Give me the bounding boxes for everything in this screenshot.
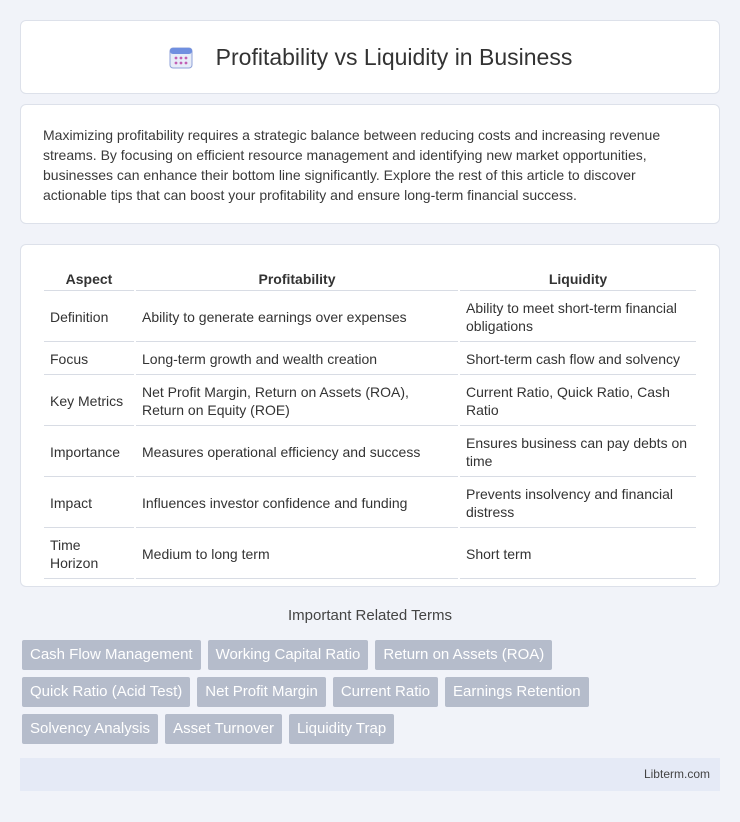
comparison-card — [20, 244, 720, 587]
tag-liquidity-trap[interactable]: Liquidity Trap — [289, 714, 394, 744]
tag-current-ratio[interactable]: Current Ratio — [333, 677, 438, 707]
cell-liquidity: Ability to meet short-term financial obligations — [460, 293, 696, 342]
cell-liquidity: Prevents insolvency and financial distress — [460, 479, 696, 528]
calendar-icon — [168, 44, 194, 70]
tag-working-capital-ratio[interactable]: Working Capital Ratio — [208, 640, 369, 670]
cell-profitability: Measures operational efficiency and success — [136, 428, 458, 477]
cell-profitability: Influences investor confidence and funding — [136, 479, 458, 528]
intro-text: Maximizing profitability requires a strategic balance between reducing costs and increasing revenue streams. By focusing on efficient resource management and identifying new market opportunities, businesses can enhance their bottom line significantly. Explore the rest of this article to discover actionable tips that can boost your profitability and ensure long-term financial success. — [43, 127, 661, 203]
cell-liquidity: Short term — [460, 530, 696, 579]
cell-profitability: Long-term growth and wealth creation — [136, 344, 458, 375]
tag-earnings-retention[interactable]: Earnings Retention — [445, 677, 589, 707]
header-profitability: Profitability — [136, 265, 458, 291]
tag-solvency-analysis[interactable]: Solvency Analysis — [22, 714, 158, 744]
tag-cash-flow-management[interactable]: Cash Flow Management — [22, 640, 201, 670]
cell-liquidity: Current Ratio, Quick Ratio, Cash Ratio — [460, 377, 696, 426]
cell-profitability: Medium to long term — [136, 530, 458, 579]
footer — [20, 758, 720, 791]
cell-aspect: Importance — [44, 428, 134, 477]
cell-aspect: Definition — [44, 293, 134, 342]
table-row — [44, 530, 696, 579]
related-terms-title: Important Related Terms — [288, 607, 452, 624]
tag-quick-ratio[interactable]: Quick Ratio (Acid Test) — [22, 677, 190, 707]
table-row — [44, 377, 696, 426]
cell-liquidity: Ensures business can pay debts on time — [460, 428, 696, 477]
header-aspect: Aspect — [44, 265, 134, 291]
comparison-table — [42, 263, 698, 581]
table-row — [44, 293, 696, 342]
intro-card — [20, 104, 720, 224]
table-row — [44, 428, 696, 477]
cell-liquidity: Short-term cash flow and solvency — [460, 344, 696, 375]
footer-link[interactable]: Libterm.com — [643, 767, 710, 781]
tag-return-on-assets[interactable]: Return on Assets (ROA) — [375, 640, 552, 670]
tag-net-profit-margin[interactable]: Net Profit Margin — [197, 677, 326, 707]
cell-aspect: Time Horizon — [44, 530, 134, 579]
table-row — [44, 344, 696, 375]
header-card — [20, 20, 720, 94]
cell-aspect: Impact — [44, 479, 134, 528]
cell-profitability: Net Profit Margin, Return on Assets (ROA), Return on Equity (ROE) — [136, 377, 458, 426]
page-title: Profitability vs Liquidity in Business — [215, 43, 573, 70]
cell-aspect: Key Metrics — [44, 377, 134, 426]
tag-asset-turnover[interactable]: Asset Turnover — [165, 714, 282, 744]
cell-profitability: Ability to generate earnings over expenses — [136, 293, 458, 342]
header-liquidity: Liquidity — [460, 265, 696, 291]
related-tags — [22, 640, 722, 751]
table-row — [44, 479, 696, 528]
cell-aspect: Focus — [44, 344, 134, 375]
